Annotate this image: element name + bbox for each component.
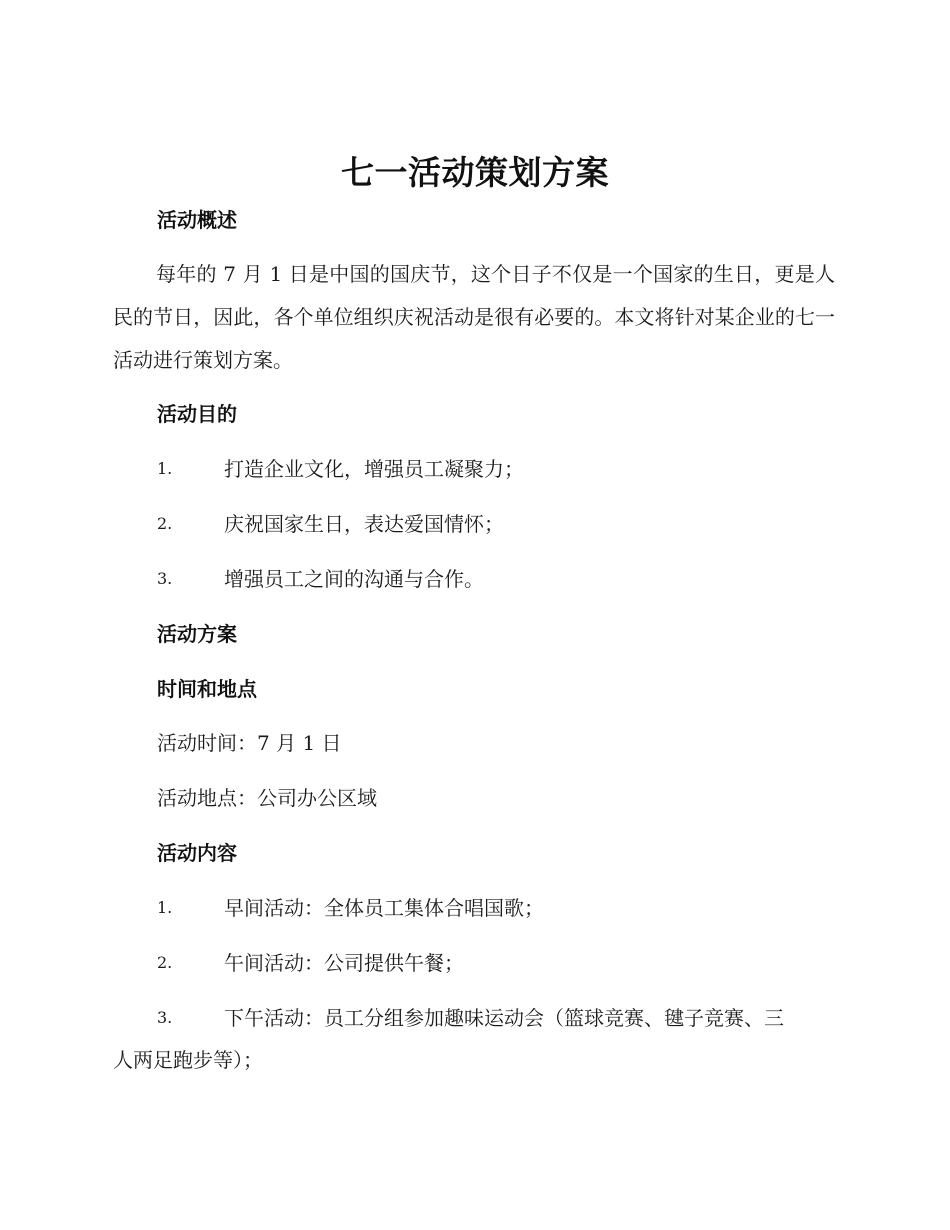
list-item-number: 3. [157,1008,173,1027]
list-item-number: 3. [157,569,173,588]
list-item-text: 午间活动：公司提供午餐； [224,951,464,975]
list-item-text: 早间活动：全体员工集体合唱国歌； [224,896,544,920]
heading-overview: 活动概述 [157,208,237,232]
heading-purpose: 活动目的 [157,402,237,426]
document-title: 七一活动策划方案 [341,153,609,192]
list-item-text: 下午活动：员工分组参加趣味运动会（篮球竞赛、毽子竞赛、三 [224,1006,784,1030]
heading-plan: 活动方案 [157,622,237,646]
heading-content: 活动内容 [157,841,237,865]
list-item-text: 打造企业文化，增强员工凝聚力； [224,457,524,481]
activity-time: 活动时间：7 月 1 日 [157,731,342,755]
list-item-text-continuation: 人两足跑步等）； [113,1048,263,1072]
list-item-number: 2. [157,514,173,533]
list-item-text: 庆祝国家生日，表达爱国情怀； [224,512,504,536]
heading-time-place: 时间和地点 [157,677,257,701]
list-item-number: 1. [157,898,173,917]
list-item-text: 增强员工之间的沟通与合作。 [224,567,484,591]
list-item-number: 2. [157,953,173,972]
list-item-number: 1. [157,459,173,478]
activity-place: 活动地点：公司办公区域 [157,786,377,810]
overview-paragraph: 每年的 7 月 1 日是中国的国庆节，这个日子不仅是一个国家的生日，更是人民的节日，因此，各个单位组织庆祝活动是很有必要的。本文将针对某企业的七一活动进行策划方案。 [113,262,835,372]
